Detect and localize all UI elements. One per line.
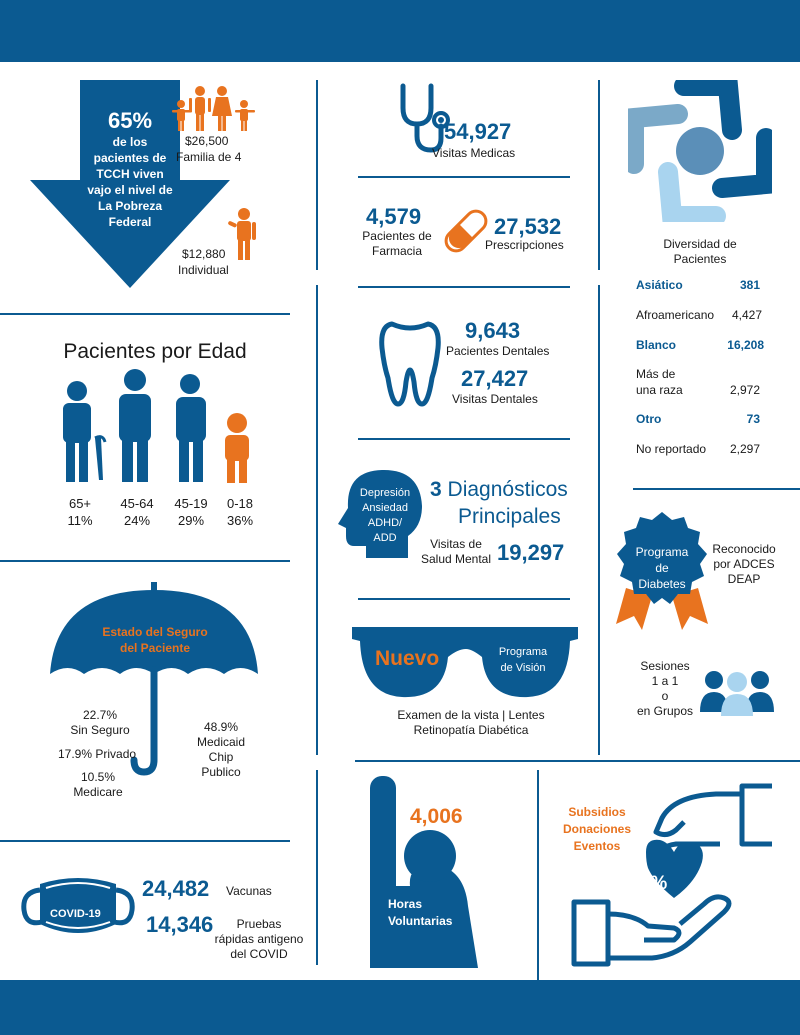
tests-line: rápidas antigeno (214, 932, 304, 946)
insurance-label: Privado (95, 747, 137, 761)
age-percent: 29% (177, 513, 205, 528)
divider (358, 176, 570, 178)
diversity-row (636, 308, 762, 322)
individual-amount: $12,880 (182, 247, 226, 261)
divider (598, 80, 600, 270)
diversity-row (636, 366, 760, 398)
diversity-value: 16,208 (727, 338, 764, 352)
joined-hands-icon (628, 80, 772, 222)
divider (598, 285, 600, 755)
diversity-title (640, 237, 760, 267)
mental-visits-line: Visitas de (430, 537, 482, 551)
funding-line: Eventos (573, 839, 621, 853)
diversity-row (636, 412, 760, 426)
age-title: Pacientes por Edad (63, 340, 247, 363)
divider (316, 770, 318, 965)
age-group (58, 495, 102, 529)
family-icon (170, 84, 258, 134)
insurance-item (58, 747, 136, 762)
poverty-line: de los (112, 135, 148, 149)
sessions-line: en Grupos (636, 704, 694, 718)
badge-line: Diabetes (638, 577, 686, 591)
dental-visits-value: 27,427 (461, 366, 529, 391)
diversity-row (636, 442, 760, 456)
divider (316, 285, 318, 755)
pharmacy-patients-line: Farmacia (371, 244, 422, 258)
dental-patients-value: 9,643 (465, 318, 521, 343)
vision-caption-line: Examen de la vista | Lentes (397, 708, 545, 722)
tests-label (214, 917, 304, 962)
divider (0, 560, 290, 562)
divider (316, 80, 318, 270)
divider (358, 598, 570, 600)
footer-band (0, 980, 800, 1035)
vision-caption-line: Retinopatía Diabética (413, 723, 529, 737)
diagnoses-count: 3 (430, 478, 442, 501)
insurance-title-line: del Paciente (119, 641, 191, 655)
mask-label: COVID-19 (50, 908, 101, 920)
vision-program-line: Programa (498, 646, 548, 658)
insurance-pct: 10.5% (80, 770, 116, 784)
funding-line: Donaciones (562, 822, 631, 836)
insurance-label: Chip (208, 750, 234, 764)
person-icon (226, 208, 262, 260)
recognized-line: por ADCES (713, 557, 775, 571)
divider (358, 286, 570, 288)
diversity-row (636, 338, 764, 352)
prescriptions-value: 27,532 (494, 214, 562, 239)
diagnosis-item: ADHD/ (367, 517, 403, 529)
diversity-value: 4,427 (731, 308, 762, 322)
poverty-line: TCCH viven (96, 167, 164, 181)
age-people-icon (55, 368, 265, 486)
divider (0, 840, 290, 842)
age-percent: 36% (226, 513, 254, 528)
recognized-line: DEAP (727, 572, 761, 586)
diversity-value: 73 (746, 412, 760, 426)
volunteer-label (388, 896, 452, 930)
family-label: Familia de 4 (176, 150, 242, 164)
insurance-label: Medicare (73, 785, 123, 799)
divider (358, 438, 570, 440)
insurance-pct: 22.7% (82, 708, 118, 722)
age-percent: 24% (123, 513, 151, 528)
age-group (166, 495, 216, 529)
volunteer-value: 4,006 (410, 805, 463, 828)
insurance-item (60, 708, 140, 738)
dental-patients-label: Pacientes Dentales (446, 344, 550, 358)
diversity-label: Blanco (636, 338, 677, 352)
sessions-text (630, 659, 700, 719)
insurance-item (58, 770, 138, 800)
vision-new-label: Nuevo (375, 647, 440, 670)
stethoscope-icon (395, 80, 451, 156)
recognized-text (706, 542, 782, 587)
prescriptions-label: Prescripciones (485, 238, 564, 252)
age-group (218, 495, 262, 529)
vaccines-value: 24,482 (142, 876, 210, 901)
diagnoses-title-line2: Principales (458, 505, 561, 528)
badge-line: Programa (635, 545, 689, 559)
vaccines-label: Vacunas (226, 884, 272, 898)
insurance-title-line: Estado del Seguro (102, 625, 208, 639)
volunteer-label-line: Voluntarias (388, 914, 453, 928)
divider (633, 488, 800, 490)
age-range: 45-64 (120, 496, 154, 511)
age-range: 0-18 (226, 496, 254, 511)
insurance-label: Medicaid (196, 735, 246, 749)
diagnosis-item: ADD (373, 532, 397, 544)
sessions-line: 1 a 1 (651, 674, 679, 688)
tooth-icon (378, 318, 442, 408)
age-percent: 11% (67, 513, 93, 528)
diversity-row (636, 278, 760, 292)
diversity-title-line: Pacientes (673, 252, 727, 266)
dental-visits-label: Visitas Dentales (452, 392, 538, 406)
sessions-line: o (661, 689, 669, 703)
tests-value: 14,346 (146, 912, 214, 937)
diversity-label: Asiático (636, 278, 683, 292)
pharmacy-patients-value: 4,579 (366, 204, 422, 229)
medical-label: Visitas Medicas (432, 146, 516, 160)
badge-line: de (655, 561, 669, 575)
mental-visits-line: Salud Mental (420, 552, 492, 566)
diagnoses-word: Diagnósticos (447, 478, 568, 501)
divider (537, 770, 539, 980)
mental-visits-value: 19,297 (497, 540, 565, 565)
individual-label: Individual (178, 263, 229, 277)
poverty-line: Federal (108, 215, 152, 229)
funding-line: Subsidios (568, 805, 626, 819)
group-icon (698, 662, 776, 716)
diversity-value: 2,297 (729, 442, 760, 456)
insurance-label: Sin Seguro (70, 723, 130, 737)
diversity-value: 2,972 (729, 383, 760, 397)
poverty-line: La Pobreza (97, 199, 163, 213)
vision-caption (366, 708, 576, 738)
pharmacy-patients-line: Pacientes de (362, 229, 432, 243)
header-band (0, 0, 800, 62)
vision-program-line: de Visión (500, 662, 546, 674)
divider (355, 760, 800, 762)
poverty-line: vajo el nivel de (87, 183, 173, 197)
diversity-label: Más de (636, 367, 676, 381)
insurance-title (90, 624, 220, 656)
diversity-value: 381 (739, 278, 760, 292)
age-range: 45-19 (174, 496, 208, 511)
diagnosis-item: Ansiedad (362, 502, 408, 514)
family-amount: $26,500 (185, 134, 229, 148)
insurance-pct: 17.9% (58, 747, 93, 761)
medical-value: 54,927 (444, 119, 512, 144)
mental-visits-label (416, 537, 496, 567)
funding-pct: 7.9% (624, 873, 668, 894)
tests-line: del COVID (230, 947, 288, 961)
age-range: 65+ (68, 496, 92, 511)
age-group (112, 495, 162, 529)
diversity-label: una raza (636, 383, 683, 397)
diagnosis-item: Depresión (359, 487, 411, 499)
head-text (350, 486, 420, 546)
giving-hands-icon (564, 782, 776, 972)
vision-program-label (486, 644, 560, 676)
insurance-pct: 48.9% (203, 720, 239, 734)
recognized-line: Reconocido (712, 542, 776, 556)
diversity-title-line: Diversidad de (663, 237, 737, 251)
sessions-line: Sesiones (640, 659, 690, 673)
diversity-label: Otro (636, 412, 662, 426)
tests-line: Pruebas (236, 917, 282, 931)
divider (0, 313, 290, 315)
insurance-label: Publico (201, 765, 241, 779)
diagnoses-title (430, 477, 568, 503)
volunteer-label-line: Horas (388, 897, 423, 911)
poverty-percent: 65% (107, 108, 153, 133)
diversity-label: Afroamericano (636, 308, 715, 322)
insurance-item (186, 720, 256, 780)
pharmacy-patients-label (356, 229, 438, 259)
diabetes-badge-text (622, 544, 702, 592)
poverty-line: pacientes de (93, 151, 167, 165)
diversity-label: No reportado (636, 442, 707, 456)
